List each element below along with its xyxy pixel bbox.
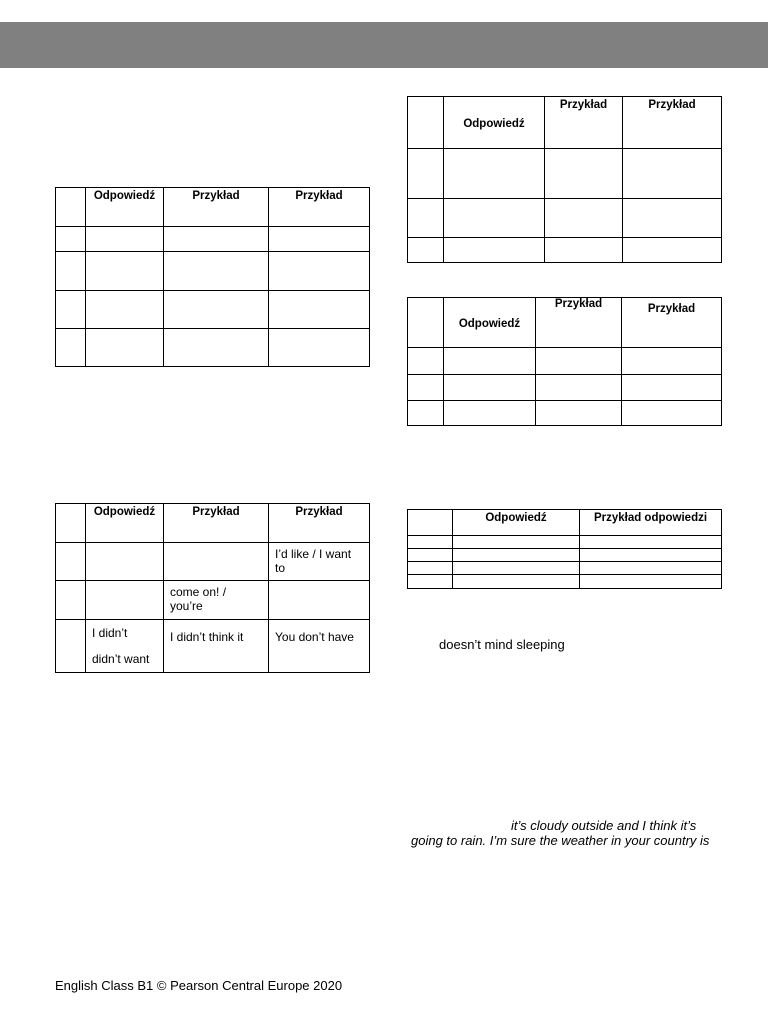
table-cell[interactable] (86, 329, 164, 367)
table-row (56, 227, 370, 252)
table-cell[interactable] (86, 252, 164, 291)
table-cell[interactable] (408, 549, 453, 562)
table-cell[interactable] (545, 149, 623, 199)
table-cell[interactable] (56, 543, 86, 581)
table-cell[interactable] (453, 536, 580, 549)
table-cell[interactable] (269, 252, 370, 291)
table-cell[interactable] (580, 549, 722, 562)
table-cell[interactable] (580, 562, 722, 575)
table-cell[interactable] (164, 252, 269, 291)
header-bar (0, 22, 768, 68)
table-cell[interactable] (580, 575, 722, 589)
table-cell[interactable] (408, 401, 444, 426)
answer-table-3 (407, 96, 722, 263)
table-cell[interactable] (580, 536, 722, 549)
table-cell[interactable] (86, 291, 164, 329)
header-cell: Odpowiedź (86, 504, 164, 543)
table-row (408, 575, 722, 589)
table-row (408, 375, 722, 401)
table-row (56, 620, 370, 673)
table-cell[interactable] (536, 375, 622, 401)
table-cell[interactable] (164, 329, 269, 367)
header-cell: Przykład (269, 504, 370, 543)
table-cell[interactable] (623, 149, 722, 199)
table-cell[interactable]: I’d like / I want to (269, 543, 370, 581)
table-cell[interactable]: You don’t have (269, 620, 370, 673)
table-cell[interactable] (545, 238, 623, 263)
table-cell[interactable] (56, 620, 86, 673)
table-row (408, 562, 722, 575)
header-cell: Przykład (164, 188, 269, 227)
table-cell[interactable] (408, 149, 444, 199)
table-cell[interactable] (623, 199, 722, 238)
header-cell: Przykład odpowiedzi (580, 510, 722, 536)
table-cell[interactable] (408, 375, 444, 401)
table-row (408, 149, 722, 199)
header-cell: Przykład (164, 504, 269, 543)
table-cell[interactable] (56, 227, 86, 252)
table-cell[interactable] (86, 581, 164, 620)
table-row (56, 329, 370, 367)
header-cell: Odpowiedź (453, 510, 580, 536)
table-cell[interactable] (164, 543, 269, 581)
table-cell[interactable] (164, 227, 269, 252)
table-cell[interactable] (269, 291, 370, 329)
table-row (56, 291, 370, 329)
table-cell[interactable] (408, 238, 444, 263)
header-cell: Przykład (623, 97, 722, 149)
copyright-footer: English Class B1 © Pearson Central Europe 2020 (55, 978, 343, 993)
header-cell (56, 188, 86, 227)
table-row (408, 348, 722, 375)
table-row (408, 199, 722, 238)
header-cell: Przykład (622, 298, 722, 348)
table-cell[interactable] (56, 581, 86, 620)
table-cell[interactable] (269, 329, 370, 367)
table-cell[interactable] (623, 238, 722, 263)
table-cell[interactable] (622, 348, 722, 375)
table-cell[interactable] (164, 291, 269, 329)
answer-table-2 (55, 503, 370, 673)
exercise-text: doesn’t mind sleeping (439, 637, 565, 652)
table-cell[interactable] (444, 238, 545, 263)
header-cell (408, 97, 444, 149)
table-cell[interactable] (444, 348, 536, 375)
table-cell[interactable] (86, 227, 164, 252)
table-cell[interactable] (56, 291, 86, 329)
table-cell[interactable] (536, 348, 622, 375)
table-cell[interactable] (56, 252, 86, 291)
header-cell (408, 298, 444, 348)
table-cell[interactable] (269, 581, 370, 620)
table-cell[interactable]: come on! / you’re (164, 581, 269, 620)
exercise-text-italic-line-2: going to rain. I’m sure the weather in your country is (411, 833, 710, 848)
header-cell: Odpowiedź (86, 188, 164, 227)
answer-table-5 (407, 509, 722, 589)
table-row (56, 581, 370, 620)
table-cell[interactable] (622, 375, 722, 401)
table-row (408, 238, 722, 263)
header-cell: Przykład (545, 97, 623, 149)
table-cell[interactable] (444, 375, 536, 401)
header-cell: Przykład (269, 188, 370, 227)
table-row (408, 401, 722, 426)
table-cell[interactable] (453, 549, 580, 562)
table-cell[interactable] (453, 575, 580, 589)
answer-table-1 (55, 187, 370, 367)
table-cell[interactable] (408, 199, 444, 238)
table-cell[interactable] (408, 575, 453, 589)
table-cell[interactable] (269, 227, 370, 252)
table-row (408, 549, 722, 562)
table-row (408, 536, 722, 549)
table-cell[interactable] (408, 562, 453, 575)
table-row (56, 252, 370, 291)
table-cell[interactable] (56, 329, 86, 367)
table-cell[interactable] (622, 401, 722, 426)
table-row (56, 543, 370, 581)
header-cell: Odpowiedź (444, 298, 536, 348)
answer-table-4 (407, 297, 722, 426)
header-cell: Przykład (536, 298, 622, 348)
table-cell[interactable] (444, 199, 545, 238)
table-cell[interactable] (444, 401, 536, 426)
table-cell[interactable] (536, 401, 622, 426)
table-cell[interactable] (444, 149, 545, 199)
header-cell (408, 510, 453, 536)
table-cell[interactable]: I didn’t didn’t want (86, 620, 164, 673)
table-cell[interactable] (408, 536, 453, 549)
table-cell[interactable]: I didn’t think it (164, 620, 269, 673)
header-cell (56, 504, 86, 543)
table-cell[interactable] (453, 562, 580, 575)
header-cell: Odpowiedź (444, 97, 545, 149)
table-cell[interactable] (86, 543, 164, 581)
table-cell[interactable] (545, 199, 623, 238)
exercise-text-italic-line-1: it’s cloudy outside and I think it’s (511, 818, 697, 833)
table-cell[interactable] (408, 348, 444, 375)
